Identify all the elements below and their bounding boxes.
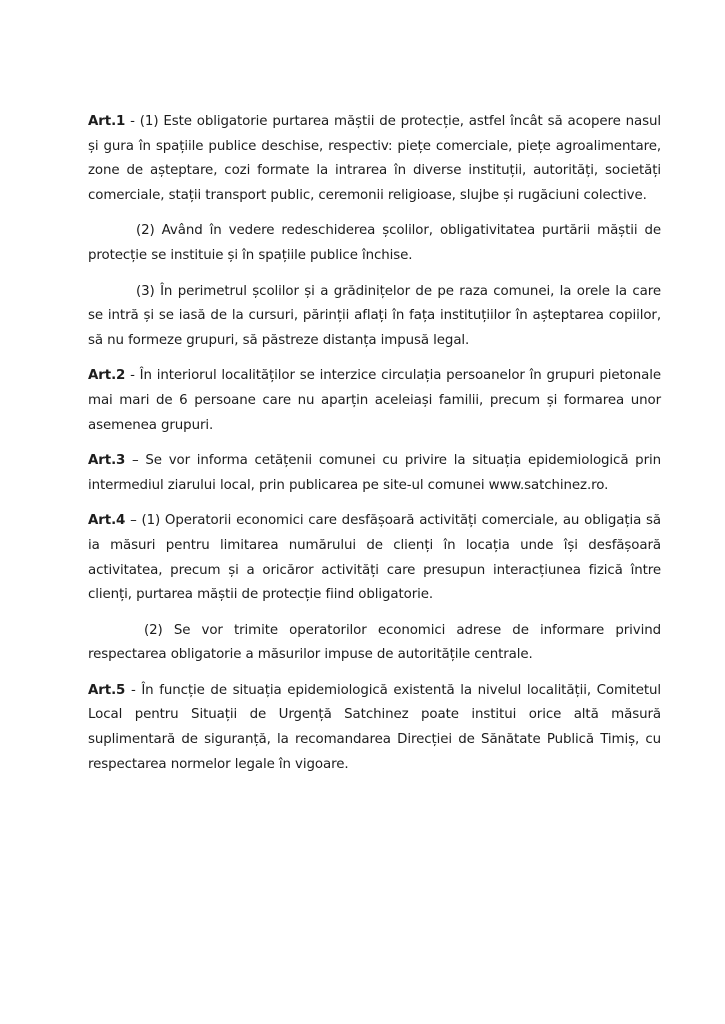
article-label: Art.2 [88,368,126,384]
article-label: Art.1 [88,114,126,129]
article-label: Art.5 [88,682,126,698]
paragraph-text: (3) În perimetrul școlilor și a grădinițelor de pe raza comunei, la orele la care se intră și se iasă de la cursuri, părinții aflați în fața instituțiilor în așteptarea copiilor, să nu formeze grupuri, să păstreze distanța impusă legal. [88,283,661,348]
paragraph-text: - În interiorul localităților se interzice circulația persoanelor în grupuri pietonale mai mari de 6 persoane care nu aparțin aceleiași familii, precum și formarea unor asemenea grupuri. [88,368,661,433]
article-1-paragraph-2 [88,219,661,268]
paragraph-text: (2) Având în vedere redeschiderea școlilor, obligativitatea purtării măștii de protecție se instituie și în spațiile publice închise. [88,223,661,263]
paragraph-text: - În funcție de situația epidemiologică existentă la nivelul localității, Comitetul Local pentru Situații de Urgență Satchinez poate institui orice altă măsură suplimentară de siguranță, la recomandarea Direcției de Sănătate Publică Timiș, cu respectarea normelor legale în vigoare. [88,682,661,772]
article-5-paragraph [88,679,661,777]
article-3-paragraph [88,449,661,498]
article-1-paragraph-3 [88,280,661,354]
article-1-paragraph-1 [88,110,661,208]
paragraph-text: (2) Se vor trimite operatorilor economici adrese de informare privind respectarea obligatorie a măsurilor impuse de autoritățile centrale. [88,622,661,663]
paragraph-text: – Se vor informa cetățenii comunei cu privire la situația epidemiologică prin intermediul ziarului local, prin publicarea pe site-ul comunei www.satchinez.ro. [88,453,661,493]
paragraph-text: – (1) Operatorii economici care desfășoară activități comerciale, au obligația să ia măsuri pentru limitarea numărului de clienți în locația unde își desfășoară activitatea, precum și a oricăror activități care presupun interacțiunea fizică între clienți, purtarea măștii de protecție fiind obligatorie. [88,513,661,603]
paragraph-text: - (1) Este obligatorie purtarea măștii de protecție, astfel încât să acopere nasul și gura în spațiile publice deschise, respectiv: piețe comerciale, piețe agroalimentare, zone de așteptare, cozi formate la intrarea în diverse instituții, autorități, societăți comerciale, stații transport public, ceremonii religioase, slujbe și rugăciuni colective. [88,114,661,203]
article-4-paragraph-1 [88,509,661,607]
article-2-paragraph [88,364,661,438]
article-label: Art.3 [88,453,126,469]
article-4-paragraph-2 [88,619,661,668]
article-label: Art.4 [88,513,126,529]
